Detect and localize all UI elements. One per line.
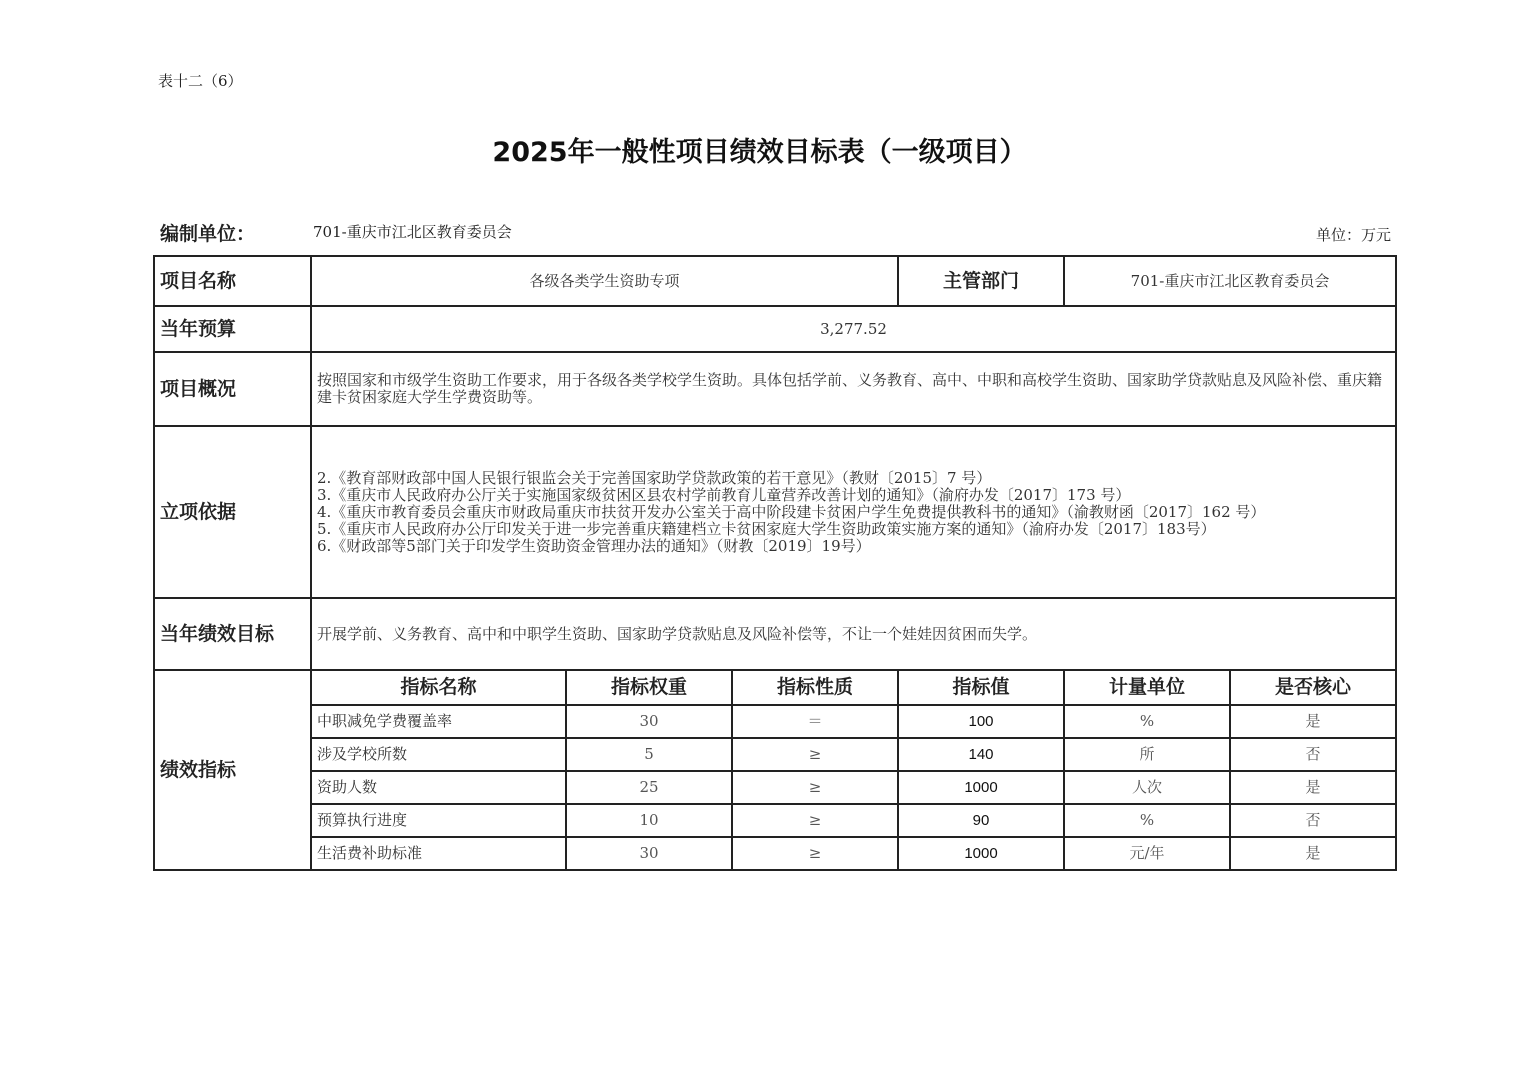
budget-label: 当年预算 xyxy=(154,306,311,352)
header-core: 是否核心 xyxy=(1230,670,1396,705)
project-name-label: 项目名称 xyxy=(154,256,311,306)
indicator-weight: 30 xyxy=(566,705,732,738)
table-row xyxy=(154,804,1396,837)
org-label: 编制单位： xyxy=(160,223,256,245)
basis-line: 2.《教育部财政部中国人民银行银监会关于完善国家助学贷款政策的若干意见》（教财〔2015〕7 号） xyxy=(317,468,992,487)
row-overview xyxy=(154,352,1396,426)
header-weight: 指标权重 xyxy=(566,670,732,705)
project-name: 各级各类学生资助专项 xyxy=(311,256,898,306)
performance-table xyxy=(153,255,1397,871)
indicator-unit: 所 xyxy=(1064,738,1230,771)
goal-text: 开展学前、义务教育、高中和中职学生资助、国家助学贷款贴息及风险补偿等，不让一个娃娃因贫困而失学。 xyxy=(311,598,1396,670)
table-row xyxy=(154,705,1396,738)
indicator-nature: ≥ xyxy=(732,804,898,837)
overview-text: 按照国家和市级学生资助工作要求，用于各级各类学校学生资助。具体包括学前、义务教育、高中、中职和高校学生资助、国家助学贷款贴息及风险补偿、重庆籍建卡贫困家庭大学生学费资助等。 xyxy=(311,352,1396,426)
indicator-weight: 25 xyxy=(566,771,732,804)
basis-text xyxy=(311,426,1396,598)
indicator-value: 90 xyxy=(898,804,1064,837)
indicator-name: 预算执行进度 xyxy=(311,804,566,837)
indicator-weight: 30 xyxy=(566,837,732,870)
table-row xyxy=(154,837,1396,870)
org-value: 701-重庆市江北区教育委员会 xyxy=(313,223,512,241)
indicator-header-row xyxy=(154,670,1396,705)
indicators-label: 绩效指标 xyxy=(154,670,311,870)
header-nature: 指标性质 xyxy=(732,670,898,705)
indicator-core: 是 xyxy=(1230,771,1396,804)
indicator-value: 1000 xyxy=(898,837,1064,870)
unit-label: 单位：万元 xyxy=(1315,226,1391,244)
row-project-name xyxy=(154,256,1396,306)
table-row xyxy=(154,771,1396,804)
indicator-unit: % xyxy=(1064,705,1230,738)
budget-value: 3,277.52 xyxy=(311,306,1396,352)
overview-label: 项目概况 xyxy=(154,352,311,426)
indicator-core: 是 xyxy=(1230,705,1396,738)
indicator-name: 生活费补助标准 xyxy=(311,837,566,870)
indicator-nature: ≥ xyxy=(732,738,898,771)
header-indicator-name: 指标名称 xyxy=(311,670,566,705)
indicator-core: 是 xyxy=(1230,837,1396,870)
table-row xyxy=(154,738,1396,771)
indicator-unit: 元/年 xyxy=(1064,837,1230,870)
basis-label: 立项依据 xyxy=(154,426,311,598)
basis-line: 5.《重庆市人民政府办公厅印发关于进一步完善重庆籍建档立卡贫困家庭大学生资助政策实施方案的通知》（渝府办发〔2017〕183号） xyxy=(317,519,1216,538)
basis-line: 3.《重庆市人民政府办公厅关于实施国家级贫困区县农村学前教育儿童营养改善计划的通知》（渝府办发〔2017〕173 号） xyxy=(317,485,1131,504)
indicator-nature: ≥ xyxy=(732,837,898,870)
indicator-unit: % xyxy=(1064,804,1230,837)
indicator-unit: 人次 xyxy=(1064,771,1230,804)
header-value: 指标值 xyxy=(898,670,1064,705)
indicator-name: 中职减免学费覆盖率 xyxy=(311,705,566,738)
indicator-core: 否 xyxy=(1230,738,1396,771)
page-title: 2025年一般性项目绩效目标表（一级项目） xyxy=(492,137,1027,168)
row-budget xyxy=(154,306,1396,352)
row-goal xyxy=(154,598,1396,670)
goal-label: 当年绩效目标 xyxy=(154,598,311,670)
basis-line: 6.《财政部等5部门关于印发学生资助资金管理办法的通知》（财教〔2019〕19号） xyxy=(317,536,871,555)
indicator-core: 否 xyxy=(1230,804,1396,837)
basis-line: 4.《重庆市教育委员会重庆市财政局重庆市扶贫开发办公室关于高中阶段建卡贫困户学生免费提供教科书的通知》（渝教财函〔2017〕162 号） xyxy=(317,502,1266,521)
row-basis xyxy=(154,426,1396,598)
indicator-value: 100 xyxy=(898,705,1064,738)
indicator-nature: ≥ xyxy=(732,771,898,804)
dept-label: 主管部门 xyxy=(898,256,1064,306)
dept-value: 701-重庆市江北区教育委员会 xyxy=(1064,256,1396,306)
indicator-name: 资助人数 xyxy=(311,771,566,804)
indicator-value: 140 xyxy=(898,738,1064,771)
indicator-weight: 5 xyxy=(566,738,732,771)
table-number: 表十二（6） xyxy=(158,72,243,90)
indicator-name: 涉及学校所数 xyxy=(311,738,566,771)
indicator-value: 1000 xyxy=(898,771,1064,804)
header-unit: 计量单位 xyxy=(1064,670,1230,705)
indicator-weight: 10 xyxy=(566,804,732,837)
indicator-nature: ＝ xyxy=(732,705,898,738)
